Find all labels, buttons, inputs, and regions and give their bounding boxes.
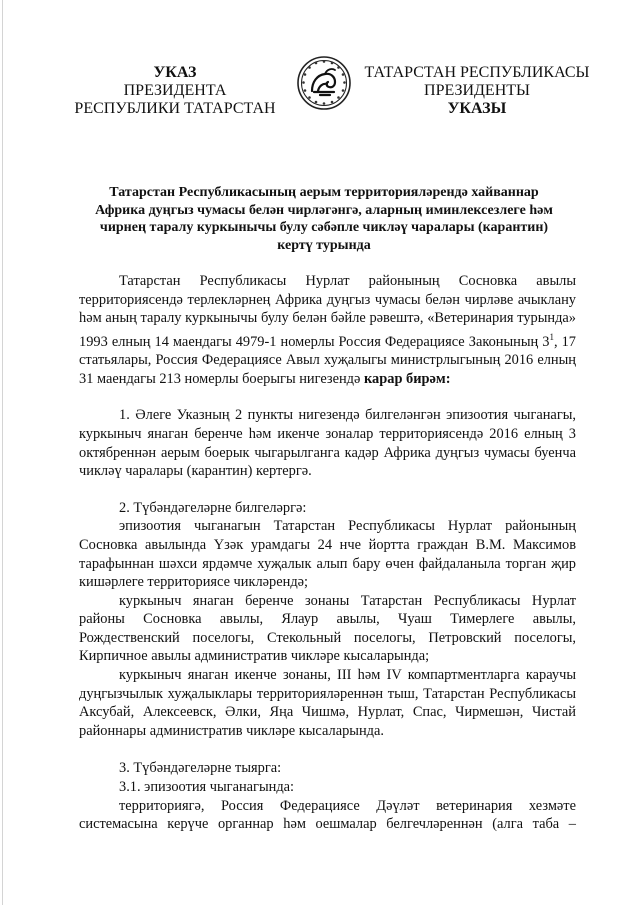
header-left-line2: ПРЕЗИДЕНТА — [123, 82, 227, 99]
coat-of-arms-icon — [296, 55, 352, 111]
paragraph-2-zone-1: куркыныч янаган беренче зонаны Татарстан Республикасы Нурлат районы Сосновка авылы, Ялаур авылы, Чуаш Тимерлеге авылы, Рождественский поселогы, Стекольный поселогы, Петровский поселогы, Кирпичное авылы административ чикләре кысаларында; — [79, 592, 576, 665]
preamble-colon: : — [445, 370, 451, 387]
header-left-line3: РЕСПУБЛИКИ ТАТАРСТАН — [74, 100, 276, 117]
header-left-russian — [70, 64, 280, 118]
paragraph-preamble — [79, 272, 576, 388]
paragraph-2-heading: 2. Түбәндәгеләрне билгеләргә: — [119, 499, 307, 516]
paragraph-2-zone-2: куркыныч янаган икенче зонаны, III һәм IV компартментларга караучы дуңгызчылык хуҗалыклары территорияләреннән тыш, Татарстан Республикасы Аксубай, Алексеевск, Әлки, Яңа Чишмә, Нурлат, Спас, Чирмешән, Чистай районнары административ чикләре кысаларында. — [79, 667, 576, 739]
header-right-line3: УКАЗЫ — [447, 100, 507, 117]
preamble-decision: карар бирәм — [363, 370, 446, 387]
header-right-line2: ПРЕЗИДЕНТЫ — [424, 82, 530, 99]
header-left-line1: УКАЗ — [153, 64, 197, 81]
preamble-text-b: , 17 статьялары, Россия Федерациясе Авыл хуҗалыгы министрлыгының 2016 елның 31 маендагы 213 номерлы боерыгы нигезендә — [79, 333, 576, 387]
decree-title: Татарстан Республикасының аерым территорияләрендә хайваннар Африка дуңгыз чумасы белән чирләгәнгә, аларның иминлексезлеге һәм чирнең таралу куркынычы булу сәбәпле чикләү чаралары (карантин) кертү турында — [95, 185, 553, 253]
preamble-text-a: Татарстан Республикасы Нурлат районының Сосновка авылы территориясендә терлекләрнең Африка дуңгыз чумасы белән чирләве ачыклану һәм аның таралу куркынычы булу белән бәйле рәвештә, «Ветеринария турында» 1993 елның 14 маендагы 4979-1 номерлы Россия Федерациясе Законының 3 — [79, 273, 576, 350]
paragraph-3-1: 3.1. эпизоотия чыганагында: — [119, 779, 295, 796]
paragraph-3-heading: 3. Түбәндәгеләрне тыярга: — [119, 760, 282, 777]
scan-margin-line — [2, 0, 3, 905]
header-right-tatar — [364, 64, 590, 118]
header-right-line1: ТАТАРСТАН РЕСПУБЛИКАСЫ — [364, 64, 590, 81]
paragraph-3-1-text: территориягә, Россия Федерациясе Дәүләт ветеринария хезмәте системасына керүче органнар һәм оешмалар белгечләреннән (алга таба – — [79, 797, 576, 833]
decree-body — [79, 272, 576, 834]
preamble-superscript: 1 — [549, 331, 554, 342]
paragraph-1: 1. Әлеге Указның 2 пункты нигезендә билгеләнгән эпизоотия чыганагы, куркыныч янаган беренче һәм икенче зоналар территориясендә 2016 елның 3 октябреннән аерым боерык чыгарылганга кадәр Африка дуңгыз чумасы буенча чикләү чаралары (карантин) кертергә. — [79, 407, 576, 480]
paragraph-2-source: эпизоотия чыганагын Татарстан Республикасы Нурлат районының Сосновка авылында Үзәк урамдагы 24 нче йортта граждан В.М. Максимов тарафыннан шәхси ярдәмче хуҗалык алып бару өчен файдаланыла торган җир кишәрлеге территориясе чикләрендә; — [79, 518, 576, 591]
